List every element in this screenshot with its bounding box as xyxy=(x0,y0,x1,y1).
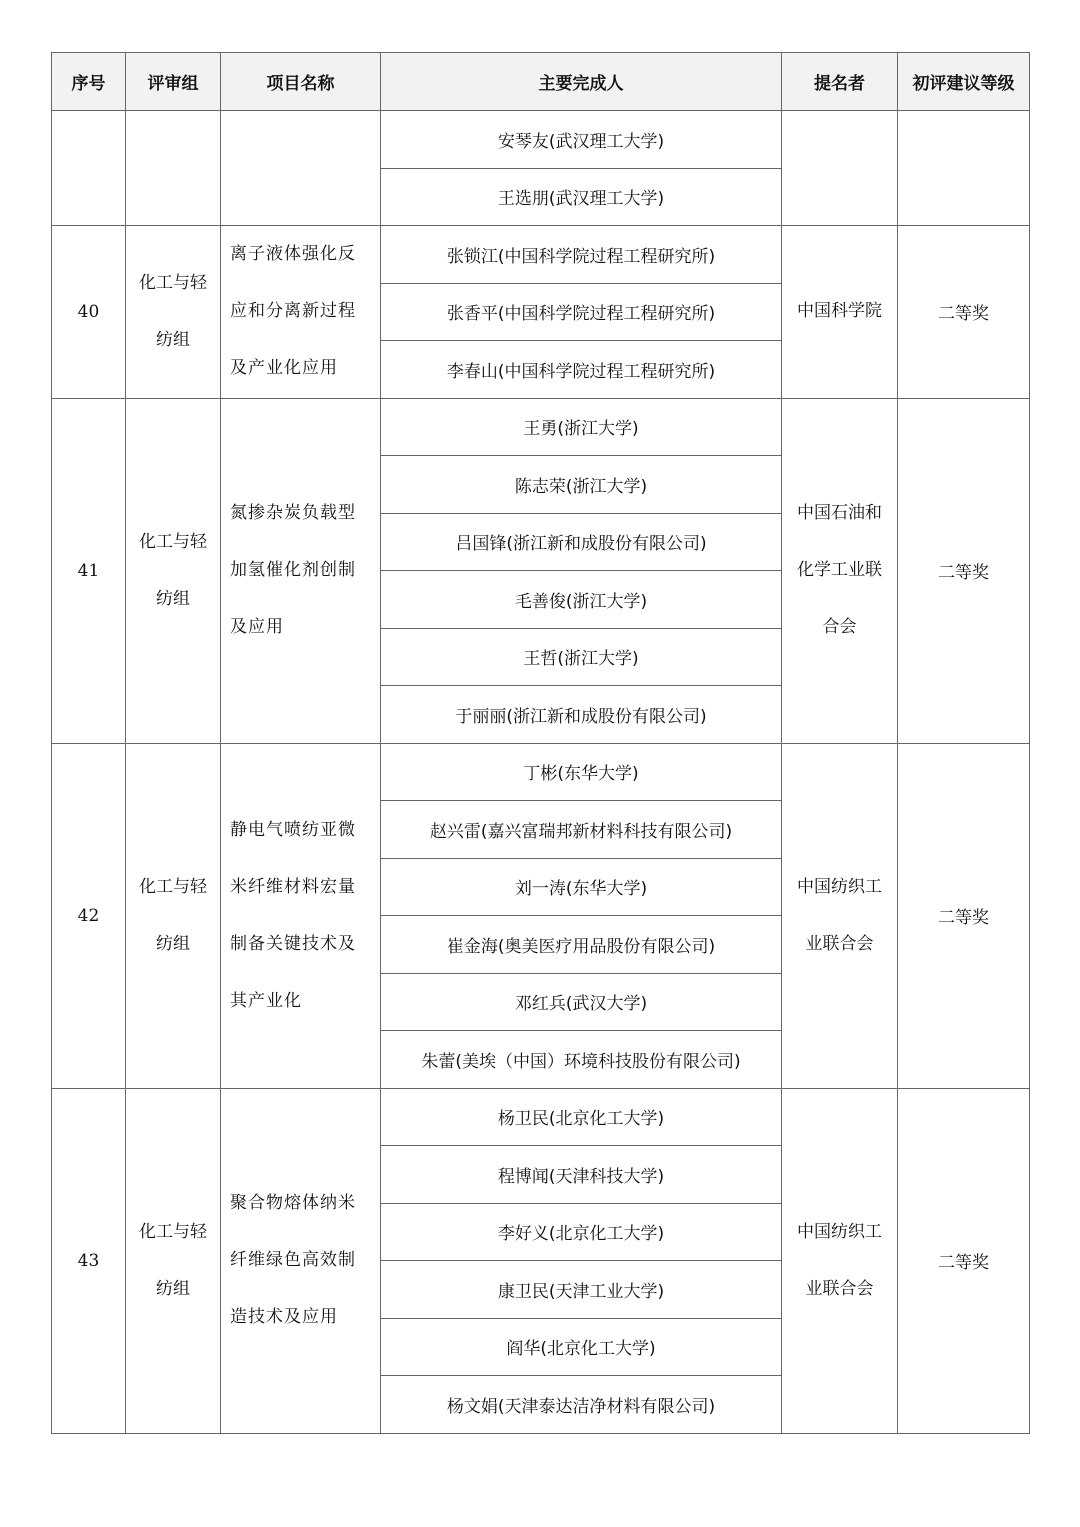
table-body xyxy=(52,111,1030,1434)
seq-cell: 40 xyxy=(52,226,126,399)
cell-line: 纺组 xyxy=(156,933,190,954)
table-row xyxy=(52,743,1030,801)
level-cell: 二等奖 xyxy=(898,743,1030,1088)
cell-line: 离子液体强化反 xyxy=(230,244,356,265)
person-cell: 赵兴雷(嘉兴富瑞邦新材料科技有限公司) xyxy=(381,801,782,859)
cell-line: 米纤维材料宏量 xyxy=(230,876,356,897)
cell-line: 业联合会 xyxy=(805,1278,874,1299)
cell-line: 化学工业联 xyxy=(797,560,882,580)
header-row xyxy=(52,53,1030,111)
project-cell xyxy=(221,111,381,226)
group-cell xyxy=(126,1088,221,1433)
level-cell: 二等奖 xyxy=(898,226,1030,399)
person-cell: 刘一涛(东华大学) xyxy=(381,858,782,916)
person-cell: 张锁江(中国科学院过程工程研究所) xyxy=(381,226,782,284)
person-cell: 杨文娟(天津泰达洁净材料有限公司) xyxy=(381,1376,782,1434)
person-cell: 陈志荣(浙江大学) xyxy=(381,456,782,514)
person-cell: 吕国锋(浙江新和成股份有限公司) xyxy=(381,513,782,571)
table-header xyxy=(52,53,1030,111)
person-cell: 李好义(北京化工大学) xyxy=(381,1203,782,1261)
group-cell xyxy=(126,743,221,1088)
seq-cell xyxy=(52,111,126,226)
table-row xyxy=(52,226,1030,284)
project-cell xyxy=(221,1088,381,1433)
table-row xyxy=(52,111,1030,169)
person-cell: 崔金海(奥美医疗用品股份有限公司) xyxy=(381,916,782,974)
person-cell: 阎华(北京化工大学) xyxy=(381,1318,782,1376)
group-cell xyxy=(126,226,221,399)
header-seq: 序号 xyxy=(52,53,126,111)
person-cell: 王哲(浙江大学) xyxy=(381,628,782,686)
header-project: 项目名称 xyxy=(221,53,381,111)
group-cell xyxy=(126,398,221,743)
cell-line: 化工与轻 xyxy=(139,272,207,293)
cell-line: 制备关键技术及 xyxy=(230,933,356,954)
cell-line: 纺组 xyxy=(156,588,190,609)
cell-line: 中国石油和 xyxy=(797,503,882,523)
cell-line: 中国纺织工 xyxy=(797,1221,882,1242)
nominator-cell xyxy=(782,743,898,1088)
project-cell xyxy=(221,398,381,743)
header-group: 评审组 xyxy=(126,53,221,111)
award-table xyxy=(51,52,1030,1434)
cell-line: 化工与轻 xyxy=(139,876,207,897)
person-cell: 康卫民(天津工业大学) xyxy=(381,1261,782,1319)
project-cell xyxy=(221,743,381,1088)
nominator-cell xyxy=(782,398,898,743)
person-cell: 毛善俊(浙江大学) xyxy=(381,571,782,629)
table-row xyxy=(52,398,1030,456)
group-cell xyxy=(126,111,221,226)
person-cell: 安琴友(武汉理工大学) xyxy=(381,111,782,169)
person-cell: 邓红兵(武汉大学) xyxy=(381,973,782,1031)
cell-line: 造技术及应用 xyxy=(230,1307,338,1327)
person-cell: 朱蕾(美埃（中国）环境科技股份有限公司) xyxy=(381,1031,782,1089)
level-cell: 二等奖 xyxy=(898,398,1030,743)
nominator-cell xyxy=(782,111,898,226)
cell-line: 应和分离新过程 xyxy=(230,301,356,322)
header-level: 初评建议等级 xyxy=(898,53,1030,111)
seq-cell: 42 xyxy=(52,743,126,1088)
cell-line: 静电气喷纺亚微 xyxy=(230,819,356,840)
person-cell: 王选朋(武汉理工大学) xyxy=(381,168,782,226)
header-people: 主要完成人 xyxy=(381,53,782,111)
person-cell: 王勇(浙江大学) xyxy=(381,398,782,456)
cell-line: 纤维绿色高效制 xyxy=(230,1250,356,1270)
cell-line: 氮掺杂炭负载型 xyxy=(230,503,356,523)
cell-line: 中国纺织工 xyxy=(797,876,882,897)
person-cell: 程博闻(天津科技大学) xyxy=(381,1146,782,1204)
person-cell: 丁彬(东华大学) xyxy=(381,743,782,801)
cell-line: 业联合会 xyxy=(805,933,874,954)
table-row xyxy=(52,1088,1030,1146)
nominator-cell xyxy=(782,226,898,399)
cell-line: 化工与轻 xyxy=(139,1221,207,1242)
person-cell: 于丽丽(浙江新和成股份有限公司) xyxy=(381,686,782,744)
person-cell: 张香平(中国科学院过程工程研究所) xyxy=(381,283,782,341)
cell-line: 聚合物熔体纳米 xyxy=(230,1193,356,1213)
cell-line: 加氢催化剂创制 xyxy=(230,560,356,580)
seq-cell: 43 xyxy=(52,1088,126,1433)
cell-line: 纺组 xyxy=(156,1278,190,1299)
level-cell: 二等奖 xyxy=(898,1088,1030,1433)
project-cell xyxy=(221,226,381,399)
person-cell: 杨卫民(北京化工大学) xyxy=(381,1088,782,1146)
level-cell xyxy=(898,111,1030,226)
cell-line: 及产业化应用 xyxy=(230,358,338,379)
cell-line: 及应用 xyxy=(230,617,284,637)
cell-line: 其产业化 xyxy=(230,990,302,1011)
cell-line: 纺组 xyxy=(156,329,190,350)
seq-cell: 41 xyxy=(52,398,126,743)
cell-line: 中国科学院 xyxy=(797,301,882,322)
cell-line: 合会 xyxy=(822,617,857,637)
person-cell: 李春山(中国科学院过程工程研究所) xyxy=(381,341,782,399)
cell-line: 化工与轻 xyxy=(139,531,207,552)
nominator-cell xyxy=(782,1088,898,1433)
header-nominator: 提名者 xyxy=(782,53,898,111)
